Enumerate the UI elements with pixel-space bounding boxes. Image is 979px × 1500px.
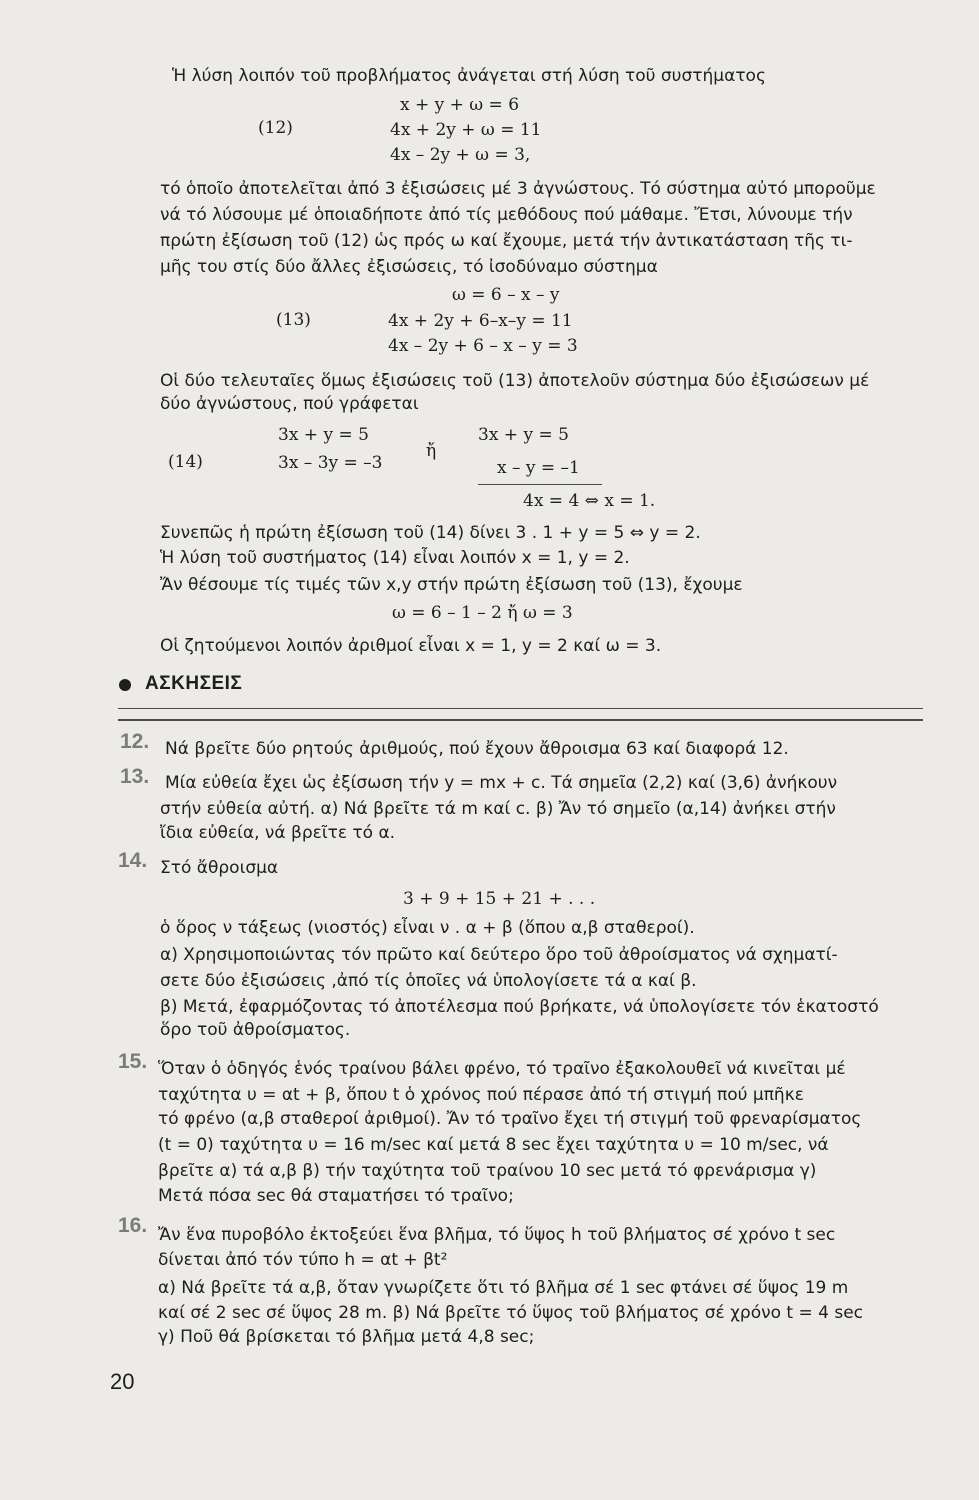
exercise-number: 14.	[118, 849, 148, 872]
exercise-14-line: Στό ἄθροισμα	[160, 858, 279, 878]
exercise-15-line: βρεῖτε α) τά α,β β) τήν ταχύτητα τοῦ τραίνου 10 sec μετά τό φρενάρισμα γ)	[158, 1161, 817, 1181]
system-13-eq2: 4x + 2y + 6–x–y = 11	[388, 311, 573, 331]
system-14-left-eq1: 3x + y = 5	[278, 425, 369, 445]
system-14-right-eq1: 3x + y = 5	[478, 425, 569, 445]
exercise-14-line: α) Χρησιμοποιώντας τόν πρῶτο καί δεύτερο ὅρο τοῦ ἀθροίσματος νά σχηματί-	[160, 945, 838, 965]
exercise-14-line: σετε δύο ἐξισώσεις ,ἀπό τίς ὁποῖες νά ὑπολογίσετε τά α καί β.	[160, 971, 697, 991]
exercise-16-line: καί σέ 2 sec σέ ὕψος 28 m. β) Νά βρεῖτε τό ὕψος τοῦ βλήματος σέ χρόνο t = 4 sec	[158, 1303, 864, 1323]
exercise-14-line: ὁ ὅρος ν τάξεως (νιοστός) εἶναι ν . α + β (ὅπου α,β σταθεροί).	[160, 918, 695, 938]
system-14-or: ἤ	[426, 441, 437, 461]
paragraph-2-line: Οἱ δύο τελευταῖες ὅμως ἐξισώσεις τοῦ (13) ἀποτελοῦν σύστημα δύο ἐξισώσεων μέ	[160, 371, 870, 391]
system-12-eq1: x + y + ω = 6	[400, 95, 520, 115]
paragraph-1-line: τό ὁποῖο ἀποτελεῖται ἀπό 3 ἐξισώσεις μέ 3 ἀγνώστους. Τό σύστημα αὐτό μποροῦμε	[160, 179, 876, 199]
exercise-14-series: 3 + 9 + 15 + 21 + . . .	[403, 889, 596, 909]
exercise-number: 12.	[120, 730, 150, 753]
system-13-eq1: ω = 6 – x – y	[452, 285, 560, 305]
sum-rule	[478, 484, 602, 485]
system-14-left-eq2: 3x – 3y = –3	[278, 453, 383, 473]
exercises-heading: ΑΣΚΗΣΕΙΣ	[145, 673, 243, 694]
heading-bullet	[119, 679, 131, 691]
system-12-label: (12)	[258, 118, 293, 138]
system-12-eq2: 4x + 2y + ω = 11	[390, 120, 542, 140]
system-14-right-eq2: x – y = –1	[497, 458, 580, 478]
exercise-14-line: β) Μετά, ἐφαρμόζοντας τό ἀποτέλεσμα πού βρήκατε, νά ὑπολογίσετε τόν ἑκατοστό	[160, 997, 879, 1017]
paragraph-3-line: Ἡ λύση τοῦ συστήματος (14) εἶναι λοιπόν x = 1, y = 2.	[160, 548, 630, 568]
paragraph-3-line: Ἄν θέσουμε τίς τιμές τῶν x,y στήν πρώτη ἐξίσωση τοῦ (13), ἔχουμε	[160, 575, 743, 595]
exercise-15-line: Ὅταν ὁ ὁδηγός ἑνός τραίνου βάλει φρένο, τό τραῖνο ἐξακολουθεῖ νά κινεῖται μέ	[158, 1059, 846, 1079]
system-14-sum: 4x = 4 ⇔ x = 1.	[523, 491, 656, 511]
exercise-13-line: Μία εὐθεία ἔχει ὡς ἐξίσωση τήν y = mx + c. Τά σημεῖα (2,2) καί (3,6) ἀνήκουν	[165, 773, 838, 793]
conclusion: Οἱ ζητούμενοι λοιπόν ἀριθμοί εἶναι x = 1, y = 2 καί ω = 3.	[160, 636, 662, 656]
exercise-16-line: α) Νά βρεῖτε τά α,β, ὅταν γνωρίζετε ὅτι τό βλῆμα σέ 1 sec φτάνει σέ ὕψος 19 m	[158, 1278, 849, 1298]
exercise-12-line: Νά βρεῖτε δύο ρητούς ἀριθμούς, πού ἔχουν ἄθροισμα 63 καί διαφορά 12.	[165, 739, 789, 759]
exercise-15-line: ταχύτητα υ = αt + β, ὅπου t ὁ χρόνος πού πέρασε ἀπό τή στιγμή πού μπῆκε	[158, 1085, 804, 1105]
exercise-15-line: τό φρένο (α,β σταθεροί ἀριθμοί). Ἄν τό τραῖνο ἔχει τή στιγμή τοῦ φρεναρίσματος	[158, 1109, 862, 1129]
omega-line: ω = 6 – 1 – 2 ἤ ω = 3	[392, 603, 573, 623]
exercise-number: 15.	[118, 1050, 148, 1073]
paragraph-2-line: δύο ἀγνώστους, πού γράφεται	[160, 394, 419, 414]
paragraph-1-line: νά τό λύσουμε μέ ὁποιαδήποτε ἀπό τίς μεθόδους πού μάθαμε. Ἔτσι, λύνουμε τήν	[160, 205, 853, 225]
exercise-13-line: στήν εὐθεία αὐτή. α) Νά βρεῖτε τά m καί c. β) Ἄν τό σημεῖο (α,14) ἀνήκει στήν	[160, 799, 836, 819]
paragraph-1-line: πρώτη ἐξίσωση τοῦ (12) ὡς πρός ω καί ἔχουμε, μετά τήν ἀντικατάσταση τῆς τι-	[160, 231, 853, 251]
system-13-label: (13)	[276, 310, 311, 330]
exercise-16-line: Ἄν ἕνα πυροβόλο ἐκτοξεύει ἕνα βλῆμα, τό ὕψος h τοῦ βλήματος σέ χρόνο t sec	[158, 1225, 836, 1245]
heading-rule-bottom	[118, 719, 923, 721]
heading-rule-top	[118, 708, 923, 709]
exercise-16-line: γ) Ποῦ θά βρίσκεται τό βλῆμα μετά 4,8 sec;	[158, 1327, 535, 1347]
exercise-number: 16.	[118, 1214, 148, 1237]
paragraph-1-line: μῆς του στίς δύο ἄλλες ἐξισώσεις, τό ἰσοδύναμο σύστημα	[160, 257, 658, 277]
system-13-eq3: 4x – 2y + 6 – x – y = 3	[388, 336, 578, 356]
intro-text: Ἡ λύση λοιπόν τοῦ προβλήματος ἀνάγεται στή λύση τοῦ συστήματος	[172, 66, 766, 86]
paragraph-3-line: Συνεπῶς ἡ πρώτη ἐξίσωση τοῦ (14) δίνει 3 . 1 + y = 5 ⇔ y = 2.	[160, 523, 701, 543]
exercise-13-line: ἴδια εὐθεία, νά βρεῖτε τό α.	[160, 823, 396, 843]
exercise-16-line: δίνεται ἀπό τόν τύπο h = αt + βt²	[158, 1250, 448, 1270]
exercise-14-line: ὅρο τοῦ ἀθροίσματος.	[160, 1020, 351, 1040]
exercise-15-line: Μετά πόσα sec θά σταματήσει τό τραῖνο;	[158, 1186, 514, 1206]
system-14-label: (14)	[168, 452, 203, 472]
exercise-15-line: (t = 0) ταχύτητα υ = 16 m/sec καί μετά 8 sec ἔχει ταχύτητα υ = 10 m/sec, νά	[158, 1135, 829, 1155]
exercise-number: 13.	[120, 765, 150, 788]
page-number: 20	[110, 1369, 135, 1394]
system-12-eq3: 4x – 2y + ω = 3,	[390, 145, 531, 165]
